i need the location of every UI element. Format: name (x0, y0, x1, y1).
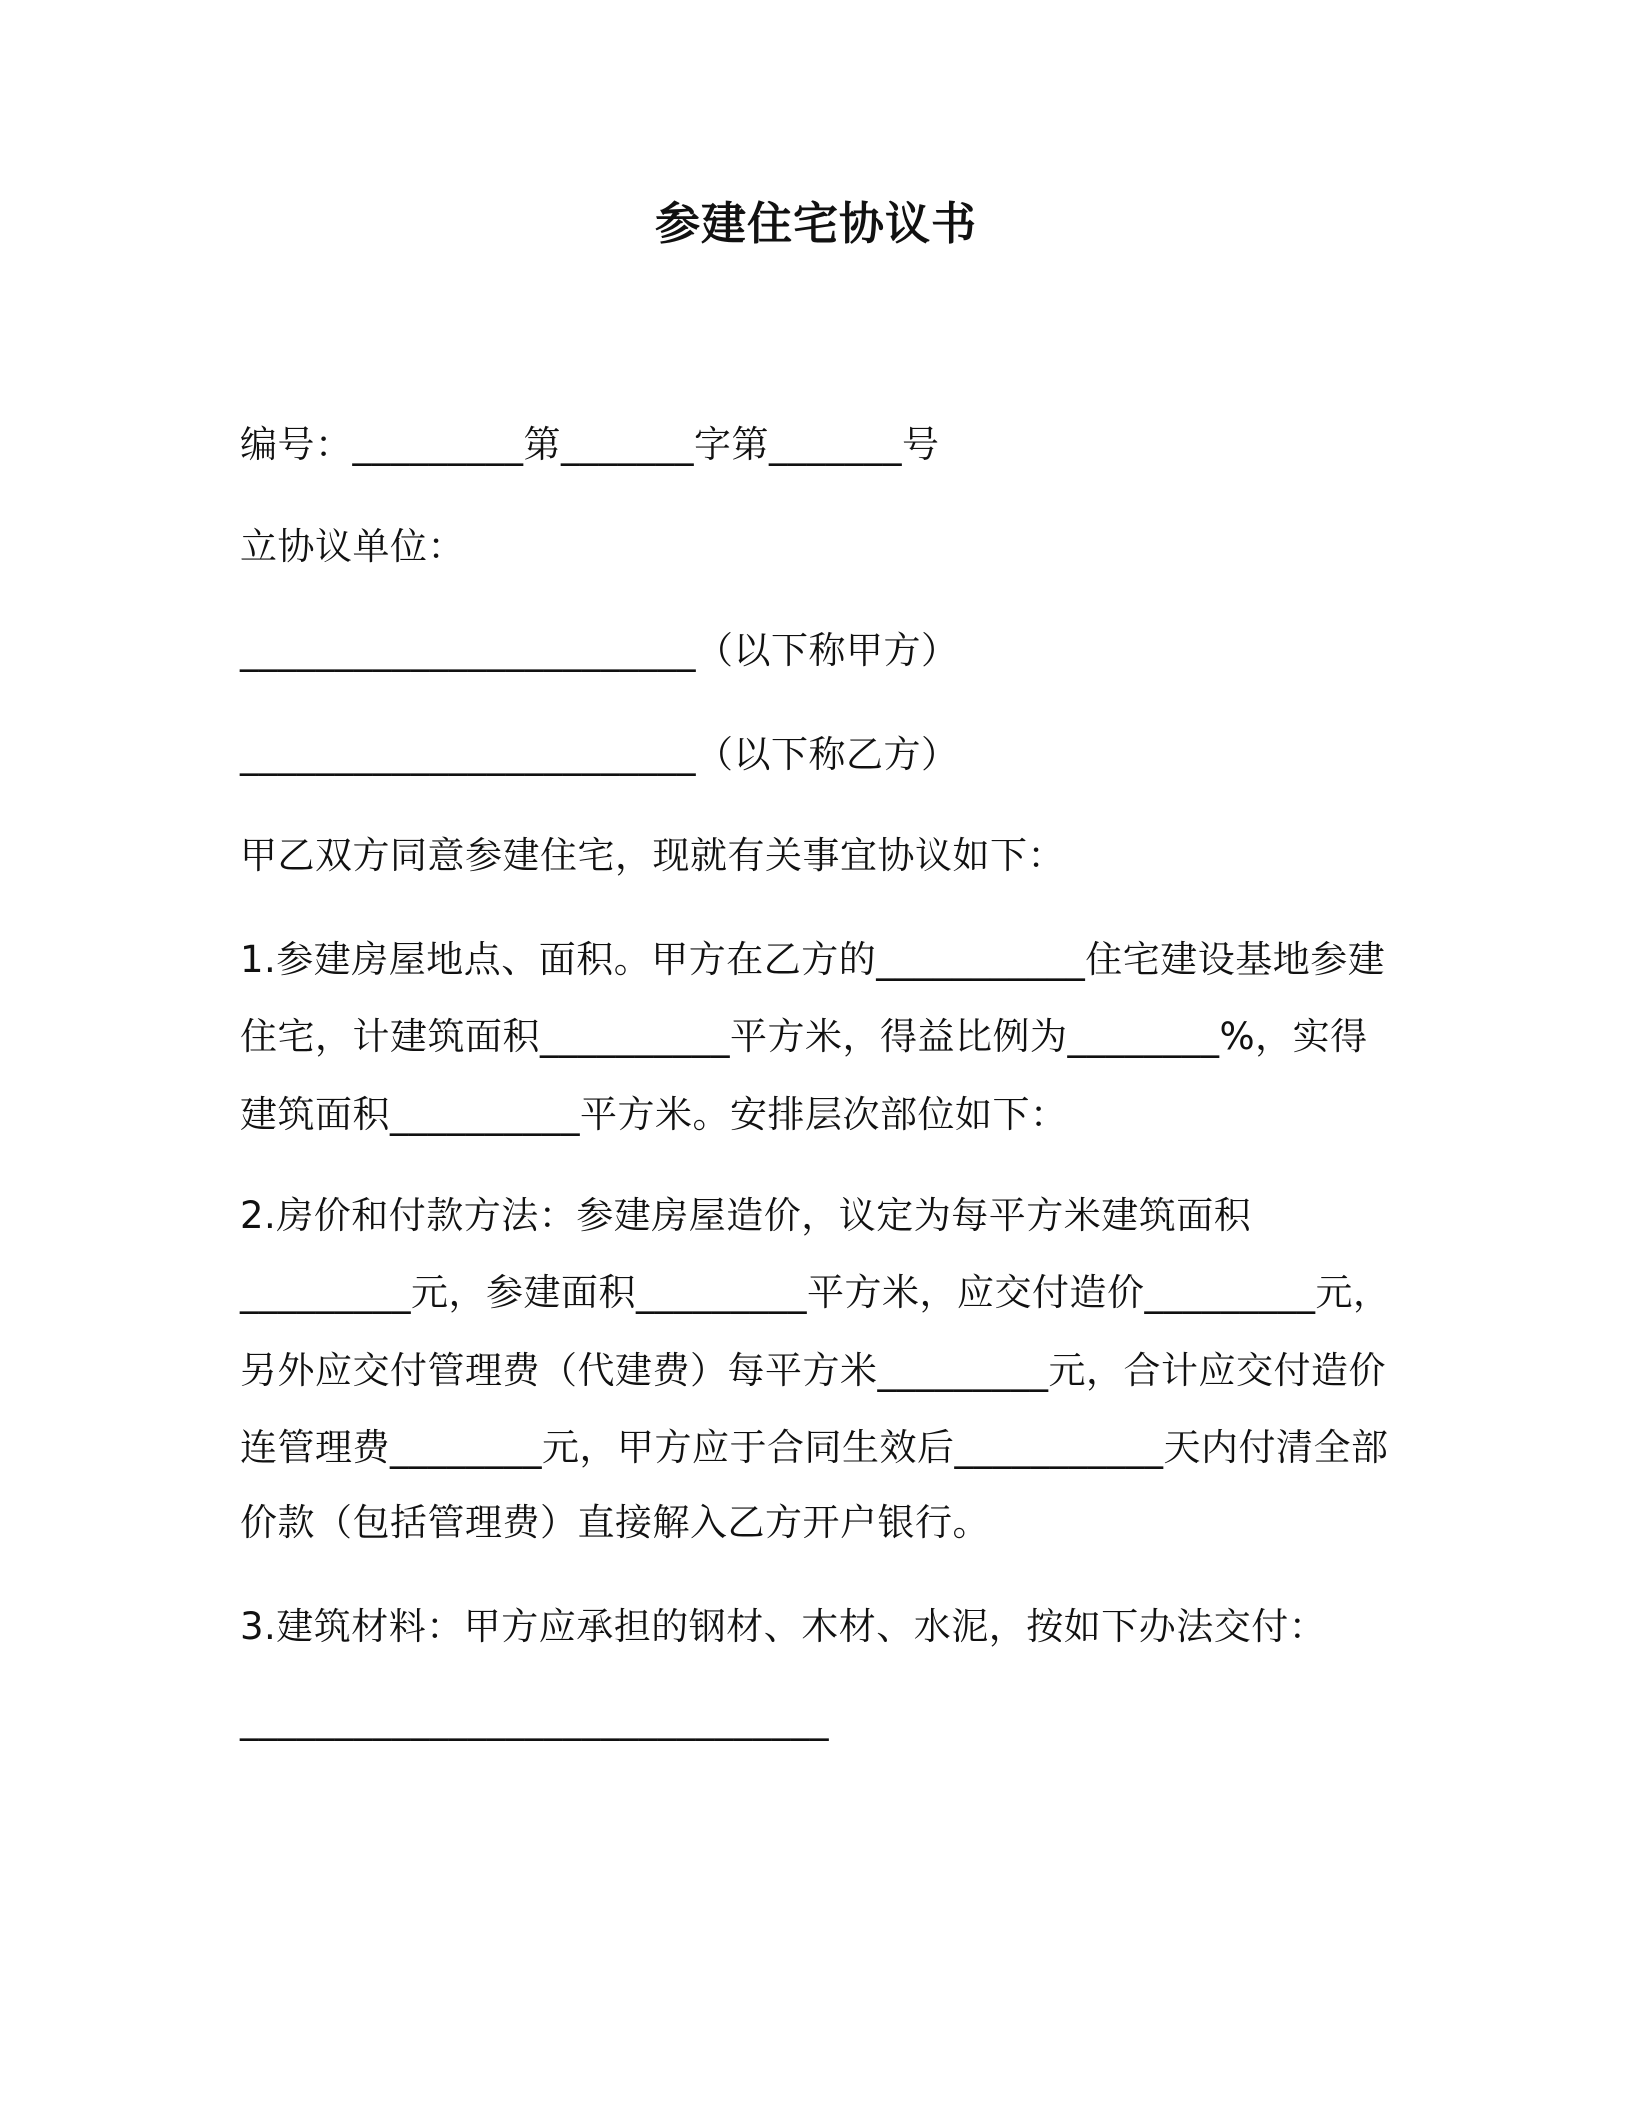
clause-2-line-2: _________元，参建面积_________平方米，应交付造价_________元， (240, 1271, 1391, 1314)
clause-2-line-4: 连管理费________元，甲方应于合同生效后___________天内付清全部 (240, 1426, 1389, 1469)
clause-1-line-3: 建筑面积__________平方米。安排层次部位如下： (240, 1093, 1068, 1136)
serial-number-line: 编号：_________第_______字第_______号 (240, 423, 940, 466)
clause-2-line-1: 2.房价和付款方法：参建房屋造价，议定为每平方米建筑面积 (240, 1194, 1252, 1237)
party-b-line: ________________________（以下称乙方） (240, 733, 959, 776)
document-title: 参建住宅协议书 (654, 197, 977, 250)
intro-line: 甲乙双方同意参建住宅，现就有关事宜协议如下： (240, 834, 1065, 877)
clause-2-line-5: 价款（包括管理费）直接解入乙方开户银行。 (240, 1501, 990, 1544)
clause-1-line-1: 1.参建房屋地点、面积。甲方在乙方的___________住宅建设基地参建 (240, 938, 1386, 981)
clause-3-blank-line: _______________________________ (240, 1698, 829, 1741)
clause-3-line-1: 3.建筑材料：甲方应承担的钢材、木材、水泥，按如下办法交付： (240, 1605, 1327, 1648)
clause-1-line-2: 住宅，计建筑面积__________平方米，得益比例为________%，实得 (240, 1015, 1368, 1058)
party-a-line: ________________________（以下称甲方） (240, 629, 959, 672)
clause-2-line-3: 另外应交付管理费（代建费）每平方米_________元，合计应交付造价 (240, 1349, 1386, 1392)
parties-label: 立协议单位： (240, 525, 465, 568)
